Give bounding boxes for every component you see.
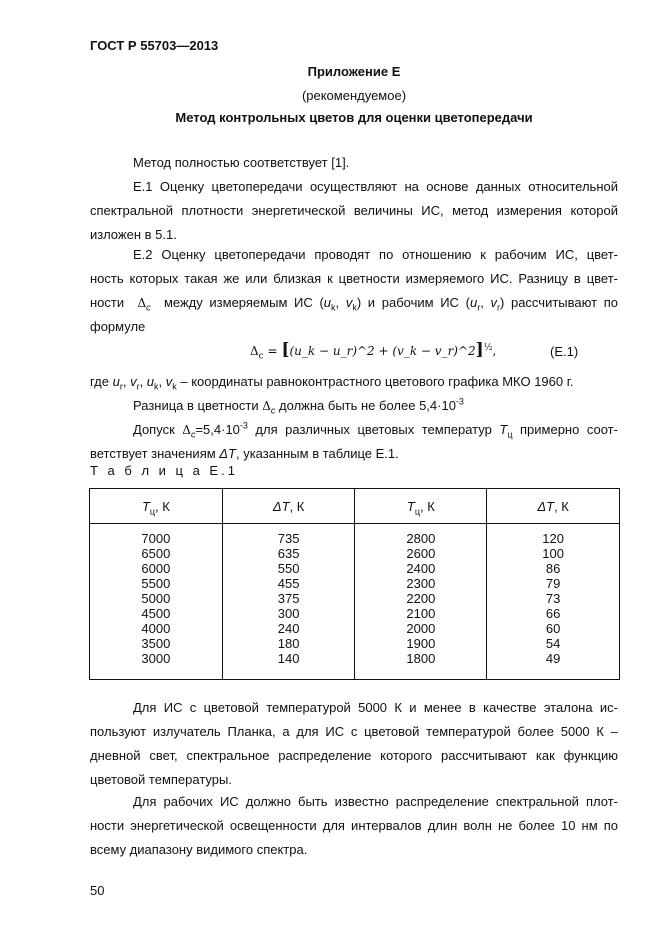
paragraph-e2: Е.2 Оценку цветопередачи проводят по отношению к рабочим ИС, цвет- ность которых такая же или близкая к цветности измеряемого ИС. Разницу в цвет- ности $\Delta_c$ между измеряемым ИС ($u_k$, $v_k$) и рабочим ИС ($u_r$, $v_r$) рассчитывают по формуле — [90, 247, 618, 334]
paragraph-difference: Разница в цветности $\Delta_c$ должна быть не более $5,4\cdot 10^{-3}$ — [133, 396, 464, 416]
table-column: 120 100 86 79 73 66 60 54 49 — [487, 524, 620, 680]
table-column: 2800 2600 2400 2300 2200 2100 2000 1900 1800 — [355, 524, 487, 680]
paragraph-where: где $u_r$, $v_r$, $u_k$, $v_k$ – координаты равноконтрастного цветового графика МКО 1960 г. — [90, 374, 574, 392]
page-number: 50 — [90, 883, 105, 898]
paragraph-working-sources: Для рабочих ИС должно быть известно распределение спектральной плот- ности энергетической освещенности для интервалов длин волн не более 10 нм по всему диапазону видимого спектра. — [90, 794, 618, 857]
paragraph-tolerance: Допуск $\Delta_c=5,4\cdot 10^{-3}$ для различных цветовых температур $T_ц$ примерно соот- ветствует значениям ΔT, указанным в таблице Е.1. — [90, 420, 618, 461]
paragraph-planck: Для ИС с цветовой температурой 5000 К и менее в качестве эталона ис- пользуют излучатель Планка, а для ИС с цветовой температурой более 5000 К – дневной свет, спектральное распределение которого рассчитывают как функцию цветовой температуры. — [90, 700, 618, 787]
appendix-title: Приложение Е — [307, 64, 401, 79]
table-column: 735 635 550 455 375 300 240 180 140 — [222, 524, 355, 680]
table-header-cell: $T_ц$, К — [90, 489, 223, 524]
equation-number: (Е.1) — [550, 344, 579, 359]
appendix-name: Метод контрольных цветов для оценки цветопередачи — [175, 110, 533, 125]
appendix-status: (рекомендуемое) — [301, 88, 407, 103]
paragraph-e1: Е.1 Оценку цветопередачи осуществляют на основе данных относительной спектральной плотности энергетической величины ИС, метод измерения которой изложен в 5.1. — [90, 179, 618, 242]
table-header-cell: $T_ц$, К — [355, 489, 487, 524]
table-column: 7000 6500 6000 5500 5000 4500 4000 3500 3000 — [90, 524, 223, 680]
table-caption: Т а б л и ц а Е.1 — [90, 463, 238, 478]
color-temperature-table — [89, 488, 620, 680]
formula-e1: $\Delta_c$ = [(u_k − u_r)^2 + (v_k − v_r)^2]$^{\frac{1}{2}}$, — [250, 340, 497, 362]
standard-designation: ГОСТ Р 55703—2013 — [90, 38, 219, 53]
table-header-cell: ΔT, К — [222, 489, 355, 524]
paragraph-method: Метод полностью соответствует [1]. — [133, 155, 350, 170]
table-header-cell: ΔT, К — [487, 489, 620, 524]
